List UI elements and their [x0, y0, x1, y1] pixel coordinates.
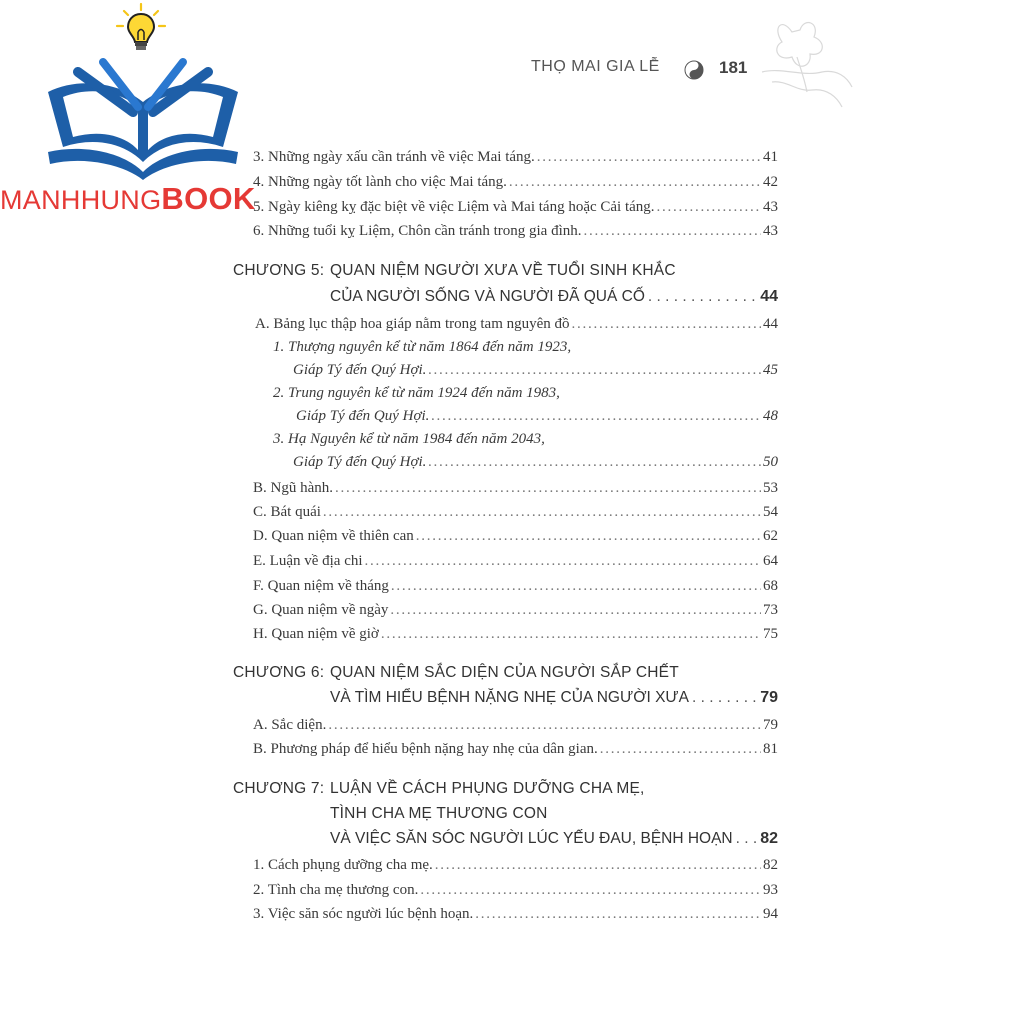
chapter-entry [330, 689, 778, 707]
toc-entry-title: D. Quan niệm về thiên can [253, 528, 414, 544]
toc-entry [253, 856, 778, 874]
chapter-title-line2: CỦA NGƯỜI SỐNG VÀ NGƯỜI ĐÃ QUÁ CỐ [330, 288, 645, 305]
brand-logo-text-part1: MANHHUNG [0, 185, 162, 215]
toc-entry-title: 3. Việc săn sóc người lúc bệnh hoạn. [253, 906, 474, 922]
toc-entry [253, 527, 778, 545]
chapter-page: 82 [760, 830, 778, 847]
toc-entry-page: 94 [763, 906, 778, 922]
toc-entry [253, 716, 778, 734]
chapter-page: 44 [760, 288, 778, 305]
chapter-page: 79 [760, 689, 778, 706]
page-number: 181 [719, 58, 748, 77]
toc-entry [253, 222, 778, 240]
toc-entry [253, 148, 778, 166]
toc-entry [253, 881, 778, 899]
chapter-title-line2: TÌNH CHA MẸ THƯƠNG CON [330, 805, 548, 822]
toc-entry-title: G. Quan niệm về ngày [253, 602, 389, 618]
toc-entry-page: 75 [763, 626, 778, 642]
toc-subentry-line1: 2. Trung nguyên kể từ năm 1924 đến năm 1983, [273, 385, 560, 401]
toc-entry-title: H. Quan niệm về giờ [253, 626, 379, 642]
toc-entry-title: 4. Những ngày tốt lành cho việc Mai táng. [253, 174, 507, 190]
toc-subentry [293, 453, 778, 471]
chapter-title-line1: QUAN NIỆM SẮC DIỆN CỦA NGƯỜI SẮP CHẾT [330, 664, 679, 681]
toc-entry-title: E. Luận về địa chi [253, 553, 363, 569]
toc-entry-page: 68 [763, 578, 778, 594]
toc-entry-page: 43 [763, 199, 778, 215]
toc-entry-title: Giáp Tý đến Quý Hợi. [296, 408, 430, 424]
toc-entry-title: B. Phương pháp để hiểu bệnh nặng hay nhẹ của dân gian. [253, 741, 598, 757]
toc-entry-page: 48 [763, 408, 778, 424]
toc-entry-page: 62 [763, 528, 778, 544]
toc-entry-title: 5. Ngày kiêng kỵ đặc biệt về việc Liệm và Mai táng hoặc Cải táng. [253, 199, 655, 215]
toc-subentry [293, 361, 778, 379]
chapter-title-line2: VÀ TÌM HIỂU BỆNH NẶNG NHẸ CỦA NGƯỜI XƯA [330, 689, 690, 706]
toc-entry-page: 41 [763, 149, 778, 165]
toc-entry [253, 552, 778, 570]
toc-entry-title: B. Ngũ hành. [253, 480, 333, 496]
toc-entry-page: 45 [763, 362, 778, 378]
chapter-entry [330, 830, 778, 848]
toc-entry [253, 601, 778, 619]
toc-entry-title: Giáp Tý đến Quý Hợi. [293, 362, 427, 378]
chapter-label: CHƯƠNG 7: [233, 780, 325, 797]
toc-entry [253, 625, 778, 643]
toc-entry-title: 6. Những tuổi kỵ Liệm, Chôn cần tránh trong gia đình. [253, 223, 582, 239]
toc-entry [253, 503, 778, 521]
chapter-title-line1: QUAN NIỆM NGƯỜI XƯA VỀ TUỔI SINH KHẮC [330, 262, 676, 279]
toc-entry-page: 82 [763, 857, 778, 873]
toc-entry-title: 1. Cách phụng dưỡng cha mẹ. [253, 857, 433, 873]
toc-subentry [296, 407, 778, 425]
toc-entry-page: 44 [763, 316, 778, 332]
toc-entry-page: 73 [763, 602, 778, 618]
brand-logo-text [0, 181, 256, 217]
toc-entry-page: 53 [763, 480, 778, 496]
toc-subentry-line1: 3. Hạ Nguyên kể từ năm 1984 đến năm 2043, [273, 431, 545, 447]
toc-entry-page: 54 [763, 504, 778, 520]
chapter-label: CHƯƠNG 5: [233, 262, 325, 279]
running-title: THỌ MAI GIA LỄ [531, 58, 660, 75]
toc-entry-title: A. Sắc diện. [253, 717, 327, 733]
toc-entry-page: 81 [763, 741, 778, 757]
toc-entry [253, 577, 778, 595]
chapter-title-line3: VÀ VIỆC SĂN SÓC NGƯỜI LÚC YẾU ĐAU, BỆNH HOẠN [330, 830, 733, 847]
chapter-title-line1: LUẬN VỀ CÁCH PHỤNG DƯỠNG CHA MẸ, [330, 780, 645, 797]
toc-entry-page: 42 [763, 174, 778, 190]
chapter-entry [330, 288, 778, 306]
toc-entry-title: C. Bát quái [253, 504, 321, 520]
toc-entry [255, 315, 778, 333]
open-book-logo [38, 52, 248, 182]
toc-entry-title: 3. Những ngày xấu cần tránh về việc Mai táng. [253, 149, 535, 165]
toc-entry-title: 2. Tình cha mẹ thương con. [253, 882, 419, 898]
toc-entry [253, 905, 778, 923]
toc-entry-page: 93 [763, 882, 778, 898]
toc-entry [253, 479, 778, 497]
toc-entry-title: Giáp Tý đến Quý Hợi. [293, 454, 427, 470]
toc-entry [253, 198, 778, 216]
toc-entry-page: 50 [763, 454, 778, 470]
toc-entry-title: F. Quan niệm về tháng [253, 578, 389, 594]
toc-entry [253, 173, 778, 191]
toc-entry-title: A. Bảng lục thập hoa giáp nằm trong tam nguyên đồ [255, 316, 570, 332]
yin-yang-icon [684, 60, 704, 80]
lotus-illustration [752, 12, 857, 112]
chapter-label: CHƯƠNG 6: [233, 664, 325, 681]
toc-entry [253, 740, 778, 758]
toc-entry-page: 64 [763, 553, 778, 569]
toc-entry-page: 43 [763, 223, 778, 239]
brand-logo-text-part2: BOOK [161, 181, 256, 216]
toc-subentry-line1: 1. Thượng nguyên kể từ năm 1864 đến năm 1923, [273, 339, 572, 355]
toc-entry-page: 79 [763, 717, 778, 733]
